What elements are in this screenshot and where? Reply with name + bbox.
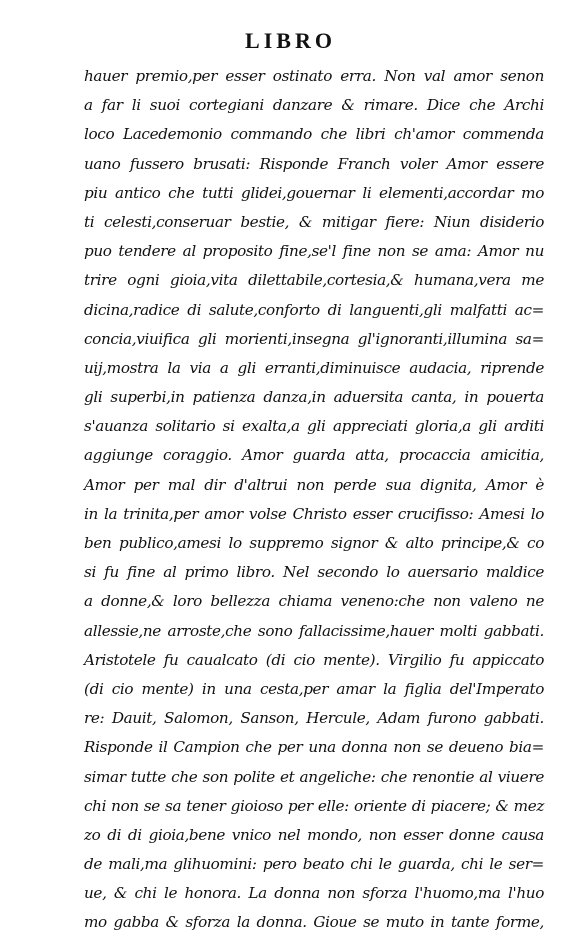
text-line-4: uano fussero brusati: Risponde Franch voler Amor essere	[84, 154, 544, 173]
text-line-26: chi non se sa tener gioioso per elle: oriente di piacere; & mez	[84, 796, 544, 815]
text-line-16: in la trinita,per amor volse Christo esser crucifisso: Amesi lo	[84, 504, 544, 523]
text-line-5: piu antico che tutti glidei,gouernar li elementi,accordar mo	[84, 183, 544, 202]
text-line-27: zo di di gioia,bene vnico nel mondo, non esser donne causa	[84, 825, 544, 844]
text-line-7: puo tendere al proposito fine,se'l fine non se ama: Amor nu	[84, 242, 544, 261]
text-line-13: s'auanza solitario si exalta,a gli appreciati gloria,a gli arditi	[84, 417, 544, 436]
text-line-21: Aristotele fu caualcato (di cio mente). Virgilio fu appiccato	[84, 650, 544, 669]
text-line-1: hauer premio,per esser ostinato erra. Non val amor senon	[84, 67, 544, 85]
text-line-3: loco Lacedemonio commando che libri ch'amor commenda	[84, 125, 544, 144]
text-line-19: a donne,& loro bellezza chiama veneno:che non valeno ne	[84, 592, 544, 611]
text-line-28: de mali,ma glihuomini: pero beato chi le guarda, chi le ser=	[84, 855, 544, 874]
text-line-23: re: Dauit, Salomon, Sanson, Hercule, Adam furono gabbati.	[84, 709, 544, 728]
text-line-6: ti celesti,conseruar bestie, & mitigar fiere: Niun disiderio	[84, 212, 544, 231]
text-line-25: simar tutte che son polite et angeliche: che renontie al viuere	[84, 767, 544, 786]
text-line-12: gli superbi,in patienza danza,in aduersita canta, in pouerta	[84, 388, 544, 407]
text-line-30: mo gabba & sforza la donna. Gioue se muto in tante forme,	[84, 913, 544, 932]
body-text	[84, 62, 544, 938]
text-line-22: (di cio mente) in una cesta,per amar la figlia del'Imperato	[84, 679, 544, 698]
text-line-17: ben publico,amesi lo suppremo signor & alto principe,& co	[84, 534, 544, 552]
text-line-14: aggiunge coraggio. Amor guarda atta, procaccia amicitia,	[84, 446, 544, 465]
running-head: LIBRO	[245, 28, 336, 53]
text-line-10: concia,viuifica gli morienti,insegna gl'ignoranti,illumina sa=	[84, 329, 544, 348]
text-line-20: allessie,ne arroste,che sono fallacissime,hauer molti gabbati.	[84, 621, 544, 640]
text-line-9: dicina,radice di salute,conforto di languenti,gli malfatti ac=	[84, 300, 544, 319]
text-line-29: ue, & chi le honora. La donna non sforza l'huomo,ma l'huo	[84, 884, 544, 903]
text-line-24: Risponde il Campion che per una donna non se deueno bia=	[84, 738, 544, 757]
text-line-18: si fu fine al primo libro. Nel secondo lo auersario maldice	[84, 563, 544, 582]
text-line-15: Amor per mal dir d'altrui non perde sua dignita, Amor è	[84, 475, 544, 494]
text-line-2: a far li suoi cortegiani danzare & rimare. Dice che Archi	[84, 96, 544, 115]
text-line-11: uij,mostra la via a gli erranti,diminuisce audacia, riprende	[84, 358, 544, 377]
text-line-8: trire ogni gioia,vita dilettabile,cortesia,& humana,vera me	[84, 271, 544, 290]
